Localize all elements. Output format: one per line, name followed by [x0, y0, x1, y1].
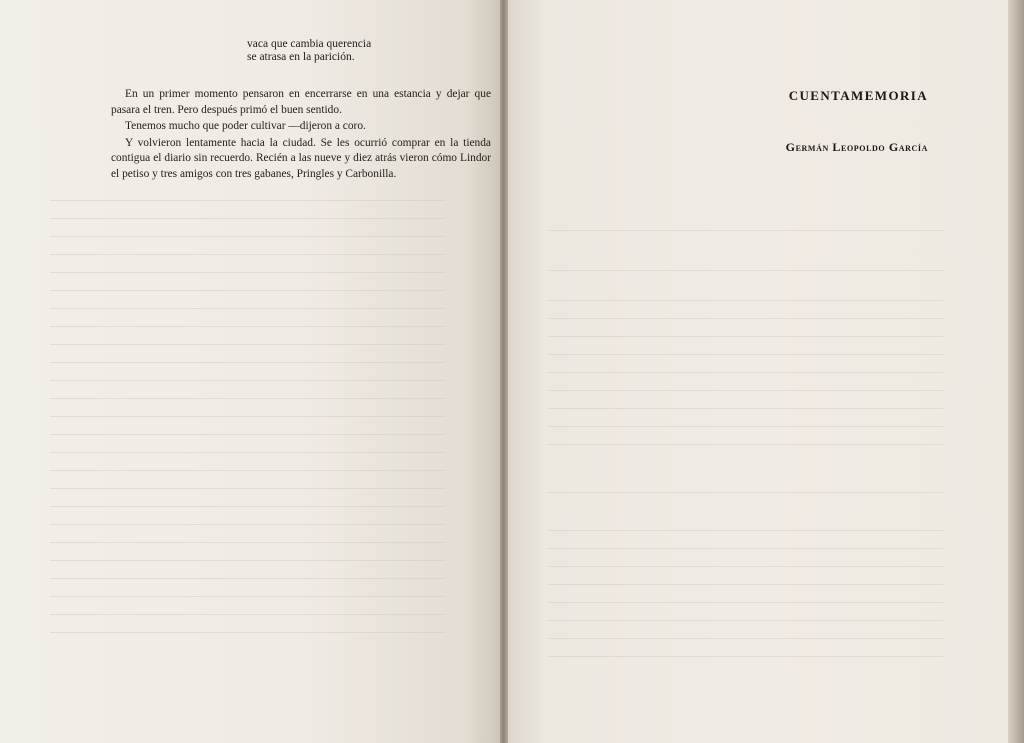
show-through-text-left: [50, 200, 445, 660]
left-page-body: [111, 87, 491, 184]
paragraph: En un primer momento pensaron en encerrarse en una estancia y dejar que pasara el tren. Pero después primó el buen sentido.: [111, 88, 491, 116]
author-name: Germán Leopoldo García: [785, 140, 928, 154]
page-edge: [1008, 0, 1024, 743]
verse-line: vaca que cambia querencia: [247, 38, 372, 50]
show-through-text-right: [548, 230, 943, 660]
verse-quote: [247, 38, 487, 64]
paragraph: Y volvieron lentamente hacia la ciudad. Se les ocurrió comprar en la tienda contigua el diario sin recuerdo. Recién a las nueve y diez atrás vieron cómo Lindor el petiso y tres amigos con tres gabanes, Pringles y Carbonilla.: [111, 136, 491, 180]
story-title: CUENTAMEMORIA: [788, 88, 928, 103]
left-page: [0, 0, 500, 743]
right-page: [508, 0, 1008, 743]
book-gutter: [500, 0, 508, 743]
verse-line: se atrasa en la parición.: [247, 51, 355, 63]
paragraph: Tenemos mucho que poder cultivar —dijeron a coro.: [125, 120, 366, 133]
